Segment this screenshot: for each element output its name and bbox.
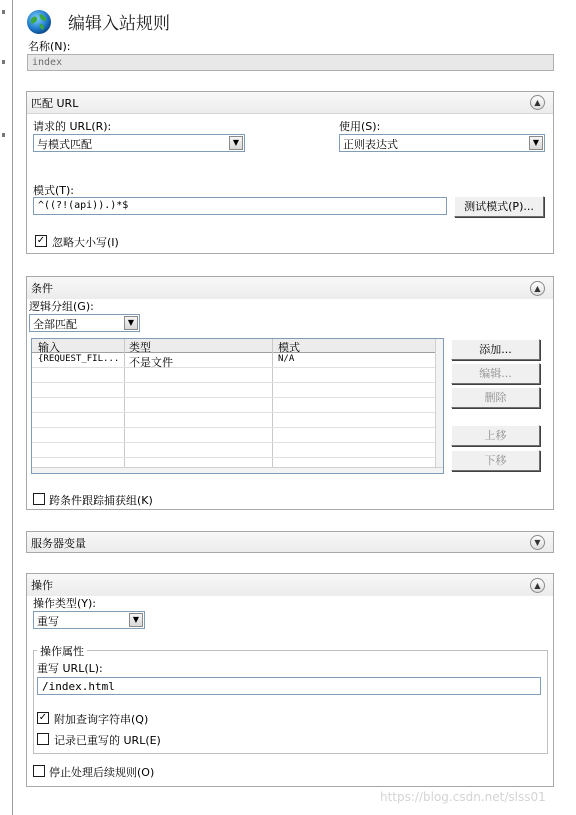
table-row[interactable] xyxy=(32,353,436,367)
server-variables-panel[interactable] xyxy=(26,531,554,553)
match-url-header[interactable] xyxy=(27,92,553,114)
action-properties-title: 操作属性 xyxy=(37,643,87,659)
log-rewritten-label: 记录已重写的 URL(E) xyxy=(54,734,161,747)
server-variables-title: 服务器变量 xyxy=(31,537,86,550)
match-url-panel xyxy=(26,91,554,254)
using-select[interactable] xyxy=(339,134,545,152)
stop-processing-checkbox[interactable] xyxy=(33,765,45,777)
requested-url-select[interactable] xyxy=(33,134,245,152)
track-captures-label: 跨条件跟踪捕获组(K) xyxy=(49,494,153,507)
requested-url-label: 请求的 URL(R): xyxy=(33,120,112,133)
column-header-pattern: 模式 xyxy=(278,341,300,354)
server-variables-header[interactable] xyxy=(27,532,553,552)
conditions-table[interactable] xyxy=(31,338,444,474)
track-captures-checkbox[interactable] xyxy=(33,493,45,505)
action-type-select[interactable] xyxy=(33,611,145,629)
dropdown-arrow-icon[interactable]: ▼ xyxy=(129,613,143,627)
match-url-title: 匹配 URL xyxy=(31,97,79,110)
rewrite-url-input[interactable]: /index.html xyxy=(37,677,541,695)
action-header[interactable] xyxy=(27,574,553,596)
conditions-header[interactable] xyxy=(27,277,553,299)
collapse-up-icon[interactable]: ▲ xyxy=(530,95,545,110)
test-pattern-button[interactable]: 测试模式(P)... xyxy=(454,196,544,217)
add-button[interactable]: 添加... xyxy=(451,339,540,360)
cell-type: 不是文件 xyxy=(129,356,173,369)
expand-down-icon[interactable]: ▼ xyxy=(530,535,545,550)
page-title: 编辑入站规则 xyxy=(68,14,170,34)
dropdown-arrow-icon[interactable]: ▼ xyxy=(124,316,138,330)
stop-processing-label: 停止处理后续规则(O) xyxy=(49,766,155,779)
name-label: 名称(N): xyxy=(28,40,71,53)
requested-url-value: 与模式匹配 xyxy=(37,138,92,151)
globe-icon xyxy=(26,9,52,35)
move-down-button[interactable]: 下移 xyxy=(451,450,540,471)
name-field[interactable]: index xyxy=(27,54,554,71)
cell-pattern: N/A xyxy=(278,354,295,364)
logical-group-select[interactable] xyxy=(29,314,140,332)
logical-group-label: 逻辑分组(G): xyxy=(29,300,94,313)
conditions-title: 条件 xyxy=(31,282,53,295)
horizontal-scrollbar[interactable] xyxy=(32,467,443,473)
table-header xyxy=(32,339,443,353)
collapse-up-icon[interactable]: ▲ xyxy=(530,281,545,296)
dropdown-arrow-icon[interactable]: ▼ xyxy=(229,136,243,150)
collapse-up-icon[interactable]: ▲ xyxy=(530,578,545,593)
pattern-label: 模式(T): xyxy=(33,184,75,197)
append-query-label: 附加查询字符串(Q) xyxy=(54,713,149,726)
left-pane-edge xyxy=(0,0,13,815)
logical-group-value: 全部匹配 xyxy=(33,318,77,331)
action-type-value: 重写 xyxy=(37,615,59,628)
action-title: 操作 xyxy=(31,579,53,592)
watermark: https://blog.csdn.net/slss01 xyxy=(380,790,546,804)
using-value: 正则表达式 xyxy=(343,138,398,151)
ignore-case-label: 忽略大小写(I) xyxy=(52,236,119,249)
pattern-input[interactable]: ^((?!(api)).)*$ xyxy=(33,197,447,215)
append-query-checkbox[interactable]: ✓ xyxy=(38,712,48,723)
move-up-button[interactable]: 上移 xyxy=(451,425,540,446)
column-header-input: 输入 xyxy=(38,341,60,354)
column-header-type: 类型 xyxy=(129,341,151,354)
action-type-label: 操作类型(Y): xyxy=(33,597,97,610)
cell-input: {REQUEST_FIL... xyxy=(38,354,120,364)
log-rewritten-checkbox[interactable] xyxy=(37,733,49,745)
ignore-case-checkbox[interactable]: ✓ xyxy=(36,235,46,246)
remove-button[interactable]: 删除 xyxy=(451,387,540,408)
rewrite-url-label: 重写 URL(L): xyxy=(37,662,103,675)
vertical-scrollbar[interactable] xyxy=(435,339,443,473)
using-label: 使用(S): xyxy=(339,120,381,133)
edit-button[interactable]: 编辑... xyxy=(451,363,540,384)
dropdown-arrow-icon[interactable]: ▼ xyxy=(529,136,543,150)
